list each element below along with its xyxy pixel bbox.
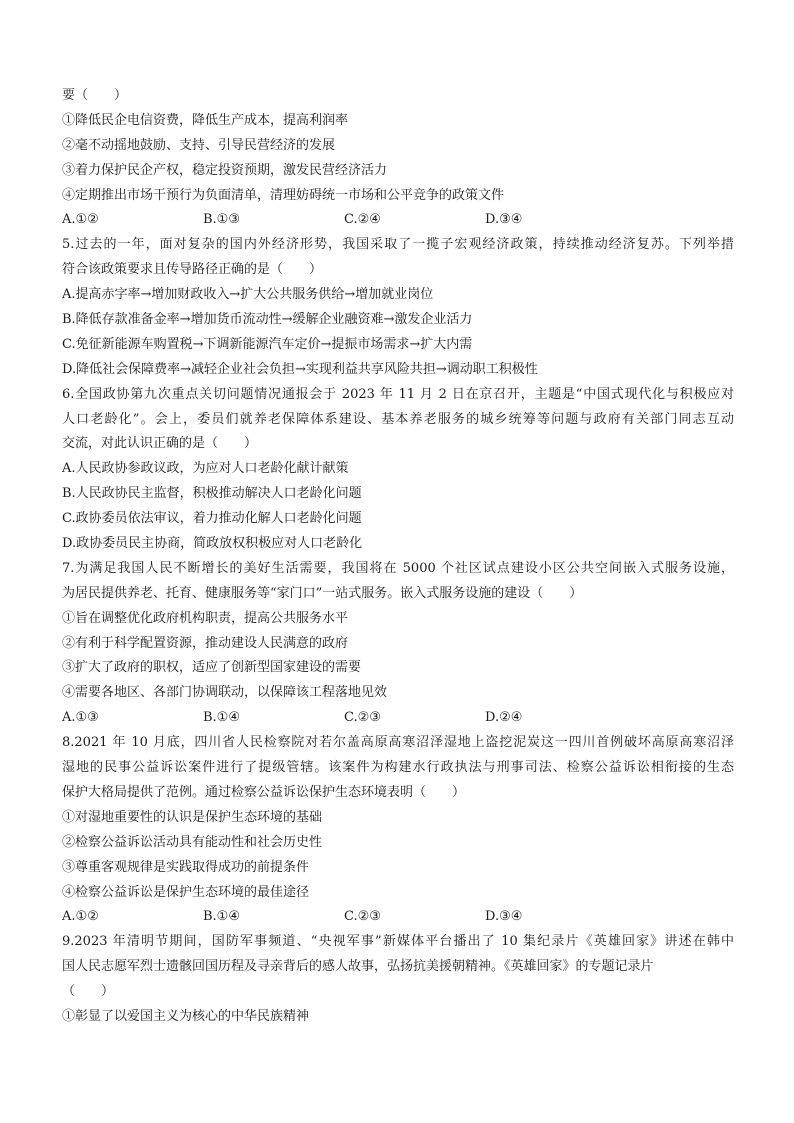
answer-options — [62, 905, 734, 930]
question-stem: （ ） — [62, 984, 115, 1000]
statement-item: ①对湿地重要性的认识是保护生态环境的基础 — [62, 809, 323, 825]
choice-d[interactable]: D.政协委员民主协商，简政放权积极应对人口老龄化 — [62, 536, 363, 552]
option-c[interactable]: C.②③ — [344, 909, 381, 925]
question-4 — [62, 84, 734, 233]
question-stem: 湿地的民事公益诉讼案件进行了提级管辖。该案件为构建水行政执法与刑事司法、检察公益诉讼相衔接的生态 — [62, 760, 734, 776]
choice-d[interactable]: D.降低社会保障费率→减轻企业社会负担→实现利益共享风险共担→调动职工积极性 — [62, 361, 538, 377]
option-c[interactable]: C.②④ — [344, 212, 381, 228]
choice-a[interactable]: A.人民政协参政议政，为应对人口老龄化献计献策 — [62, 461, 349, 477]
question-stem-tail: 要（ ） — [62, 88, 128, 103]
option-b[interactable]: B.①④ — [203, 909, 240, 925]
question-7 — [62, 557, 734, 731]
option-d[interactable]: D.③④ — [485, 212, 523, 228]
exam-page — [62, 84, 734, 1030]
question-stem: 符合该政策要求且传导路径正确的是（ ） — [62, 262, 323, 278]
statement-item: ③着力保护民企产权，稳定投资预期，激发民营经济活力 — [62, 162, 388, 178]
statement-item: ③扩大了政府的职权，适应了创新型国家建设的需要 — [62, 660, 362, 676]
statement-item: ①彰显了以爱国主义为核心的中华民族精神 — [62, 1008, 310, 1024]
question-stem: 为居民提供养老、托育、健康服务等“家门口”一站式服务。嵌入式服务设施的建设（ ） — [62, 585, 583, 601]
question-stem: 人口老龄化”。会上，委员们就养老保障体系建设、基本养老服务的城乡统筹等问题与政府有关部门同志互动 — [62, 411, 734, 427]
answer-options — [62, 208, 734, 233]
question-stem: 8.2021 年 10 月底，四川省人民检察院对若尔盖高原高寒沼泽湿地上盗挖泥炭这一四川首例破坏高原高寒沼泽 — [62, 735, 734, 751]
question-stem: 6.全国政协第九次重点关切问题情况通报会于 2023 年 11 月 2 日在京召开，主题是“中国式现代化与积极应对 — [62, 386, 734, 402]
option-c[interactable]: C.②③ — [344, 710, 381, 726]
option-a[interactable]: A.①② — [62, 212, 99, 228]
statement-item: ②有利于科学配置资源，推动建设人民满意的政府 — [62, 635, 349, 651]
option-a[interactable]: A.①③ — [62, 710, 99, 726]
question-stem: 9.2023 年清明节期间，国防军事频道、“央视军事”新媒体平台播出了 10 集纪录片《英雄回家》讲述在韩中 — [62, 934, 734, 950]
statement-item: ④检察公益诉讼是保护生态环境的最佳途径 — [62, 884, 310, 900]
option-b[interactable]: B.①③ — [203, 212, 240, 228]
statement-item: ④需要各地区、各部门协调联动，以保障该工程落地见效 — [62, 685, 388, 701]
choice-b[interactable]: B.人民政协民主监督，积极推动解决人口老龄化问题 — [62, 486, 362, 502]
choice-a[interactable]: A.提高赤字率→增加财政收入→扩大公共服务供给→增加就业岗位 — [62, 287, 434, 303]
option-a[interactable]: A.①② — [62, 909, 99, 925]
answer-options — [62, 706, 734, 731]
question-stem: 7.为满足我国人民不断增长的美好生活需要，我国将在 5000 个社区试点建设小区公共空间嵌入式服务设施， — [62, 560, 734, 576]
choice-b[interactable]: B.降低存款准备金率→增加货币流动性→缓解企业融资难→激发企业活力 — [62, 312, 473, 328]
question-5 — [62, 233, 734, 382]
question-stem: 保护大格局提供了范例。通过检察公益诉讼保护生态环境表明（ ） — [62, 784, 466, 800]
statement-item: ②检察公益诉讼活动具有能动性和社会历史性 — [62, 834, 323, 850]
option-d[interactable]: D.②④ — [485, 710, 523, 726]
question-stem: 交流，对此认识正确的是（ ） — [62, 436, 258, 452]
statement-item: ④定期推出市场干预行为负面清单，清理妨碍统一市场和公平竞争的政策文件 — [62, 187, 505, 203]
question-stem: 5.过去的一年，面对复杂的国内外经济形势，我国采取了一揽子宏观经济政策，持续推动经济复苏。下列举措 — [62, 237, 734, 253]
option-b[interactable]: B.①④ — [203, 710, 240, 726]
statement-item: ①旨在调整优化政府机构职责，提高公共服务水平 — [62, 610, 349, 626]
question-6 — [62, 383, 734, 557]
question-8 — [62, 731, 734, 930]
option-d[interactable]: D.③④ — [485, 909, 523, 925]
question-stem: 国人民志愿军烈士遗骸回国历程及寻亲背后的感人故事，弘扬抗美援朝精神。《英雄回家》的专题记录片 — [62, 959, 654, 975]
statement-item: ①降低民企电信资费，降低生产成本，提高利润率 — [62, 112, 349, 128]
choice-c[interactable]: C.免征新能源车购置税→下调新能源汽车定价→提振市场需求→扩大内需 — [62, 336, 473, 352]
statement-item: ③尊重客观规律是实践取得成功的前提条件 — [62, 859, 310, 875]
statement-item: ②毫不动摇地鼓励、支持、引导民营经济的发展 — [62, 137, 336, 153]
question-9 — [62, 930, 734, 1030]
choice-c[interactable]: C.政协委员依法审议，着力推动化解人口老龄化问题 — [62, 511, 362, 527]
